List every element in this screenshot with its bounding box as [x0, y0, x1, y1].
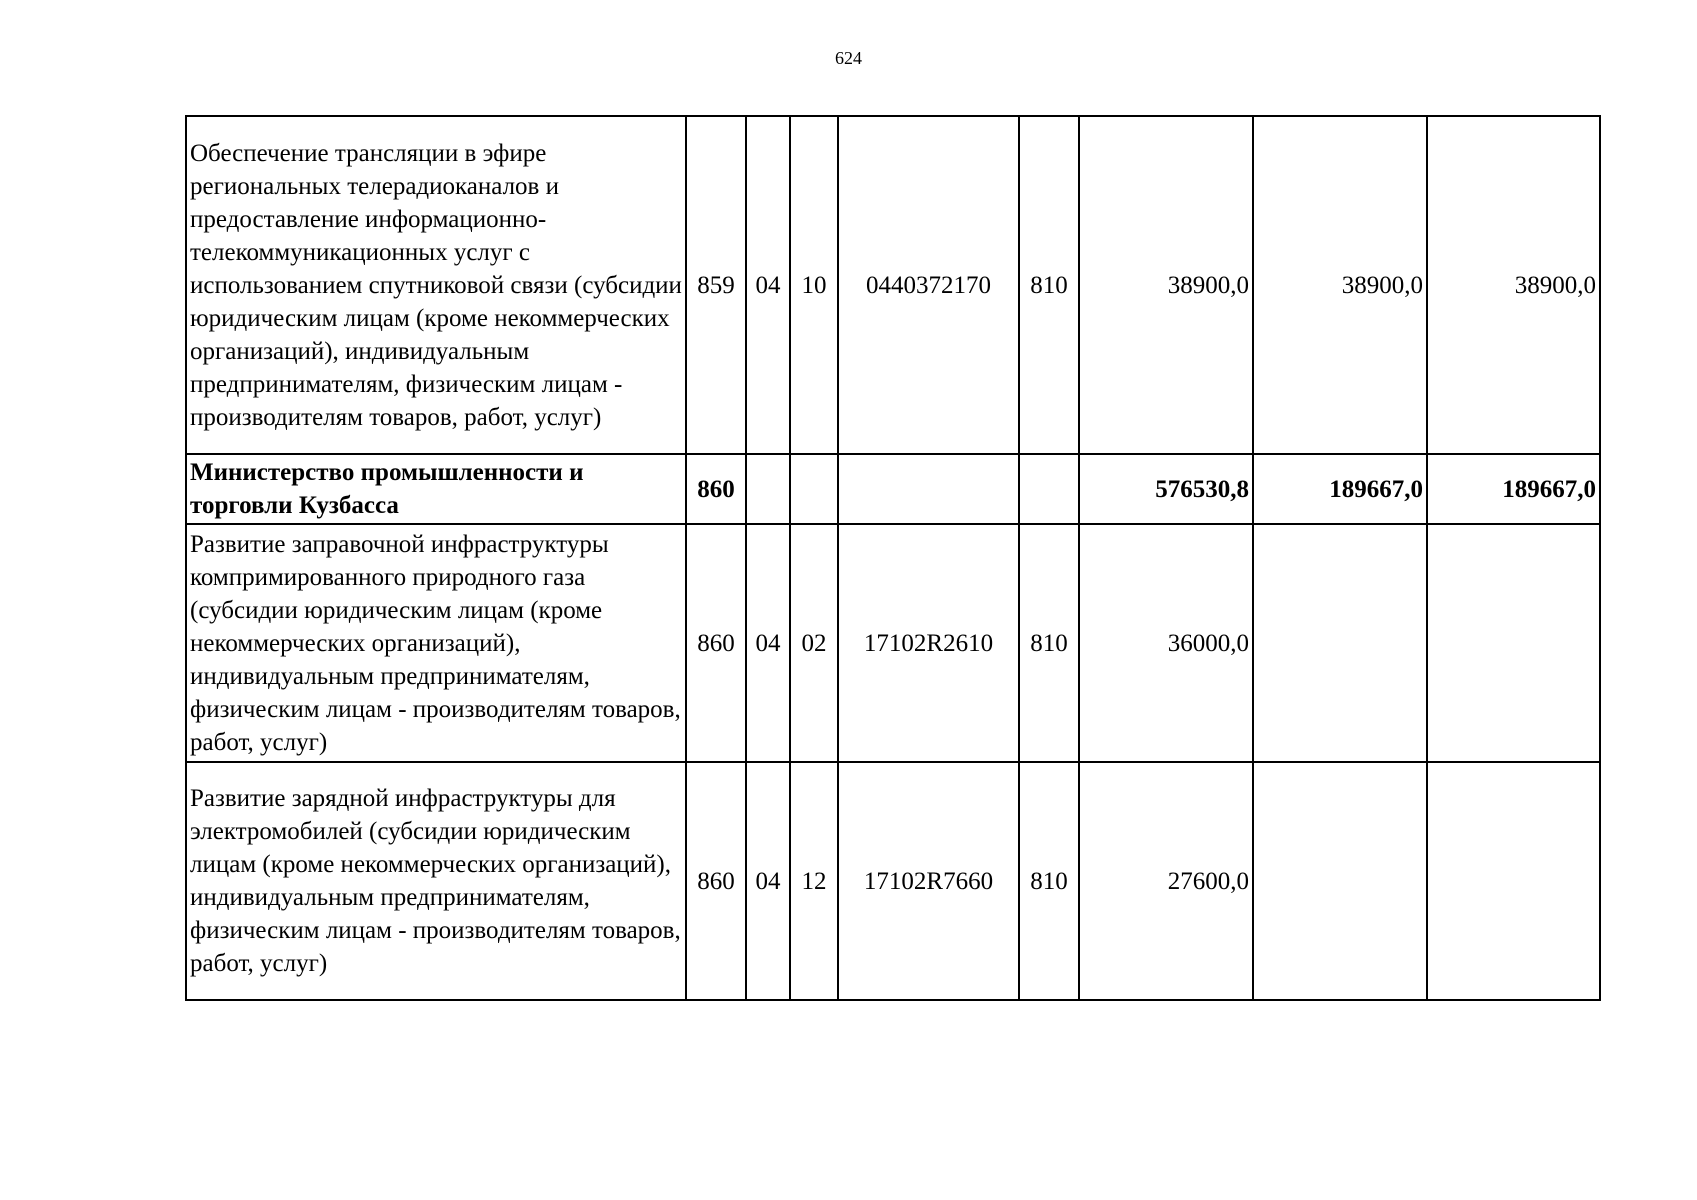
amount-year-3	[1427, 762, 1600, 1000]
target-article-code: 17102R7660	[838, 762, 1019, 1000]
amount-year-1: 27600,0	[1079, 762, 1253, 1000]
section-code	[746, 454, 790, 524]
target-article-code	[838, 454, 1019, 524]
table-row	[186, 524, 1600, 762]
amount-year-2	[1253, 762, 1427, 1000]
expense-type-code	[1019, 454, 1079, 524]
amount-year-3: 189667,0	[1427, 454, 1600, 524]
target-article-code: 0440372170	[838, 116, 1019, 454]
subsection-code: 02	[790, 524, 838, 762]
subsection-code	[790, 454, 838, 524]
subsection-code: 10	[790, 116, 838, 454]
amount-year-2	[1253, 524, 1427, 762]
table-row-ministry-total	[186, 454, 1600, 524]
expense-type-code: 810	[1019, 524, 1079, 762]
subsection-code: 12	[790, 762, 838, 1000]
amount-year-1: 36000,0	[1079, 524, 1253, 762]
ministry-code: 860	[686, 762, 746, 1000]
row-description: Обеспечение трансляции в эфире региональных телерадиоканалов и предоставление информационно-телекоммуникационных услуг с использованием спутниковой связи (субсидии юридическим лицам (кроме некоммерческих организаций), индивидуальным предпринимателям, физическим лицам - производителям товаров, работ, услуг)	[186, 116, 686, 454]
row-description: Развитие заправочной инфраструктуры компримированного природного газа (субсидии юридическим лицам (кроме некоммерческих организаций), индивидуальным предпринимателям, физическим лицам - производителям товаров, работ, услуг)	[186, 524, 686, 762]
row-description: Министерство промышленности и торговли Кузбасса	[186, 454, 686, 524]
amount-year-2: 38900,0	[1253, 116, 1427, 454]
table-row	[186, 116, 1600, 454]
amount-year-3: 38900,0	[1427, 116, 1600, 454]
amount-year-3	[1427, 524, 1600, 762]
page-number: 624	[835, 48, 862, 68]
amount-year-1: 576530,8	[1079, 454, 1253, 524]
budget-table	[185, 115, 1601, 1001]
expense-type-code: 810	[1019, 116, 1079, 454]
expense-type-code: 810	[1019, 762, 1079, 1000]
section-code: 04	[746, 762, 790, 1000]
amount-year-1: 38900,0	[1079, 116, 1253, 454]
row-description: Развитие зарядной инфраструктуры для электромобилей (субсидии юридическим лицам (кроме некоммерческих организаций), индивидуальным предпринимателям, физическим лицам - производителям товаров, работ, услуг)	[186, 762, 686, 1000]
target-article-code: 17102R2610	[838, 524, 1019, 762]
ministry-code: 859	[686, 116, 746, 454]
amount-year-2: 189667,0	[1253, 454, 1427, 524]
ministry-code: 860	[686, 454, 746, 524]
ministry-code: 860	[686, 524, 746, 762]
table-row	[186, 762, 1600, 1000]
section-code: 04	[746, 116, 790, 454]
section-code: 04	[746, 524, 790, 762]
